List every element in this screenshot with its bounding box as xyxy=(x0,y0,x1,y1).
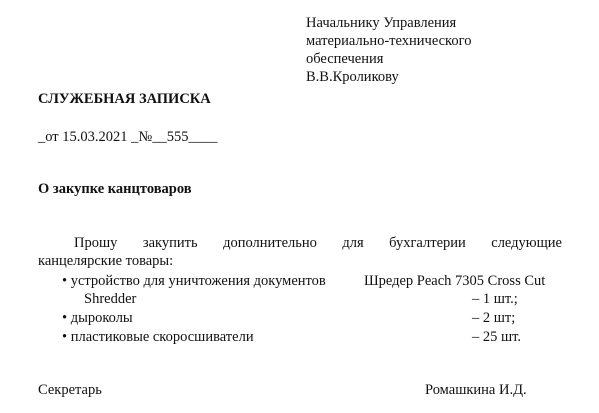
list-item-quantity: – 25 шт. xyxy=(472,329,522,345)
bullet-icon: • xyxy=(62,329,68,345)
bullet-icon: • xyxy=(62,273,68,289)
addressee-block xyxy=(306,14,471,86)
list-item xyxy=(62,309,133,327)
document-subject: О закупке канцтоваров xyxy=(38,181,192,197)
addressee-line: Начальнику Управления xyxy=(306,15,457,31)
bullet-icon: • xyxy=(62,310,68,326)
list-item-model: Шредер Peach 7305 Cross Cut xyxy=(364,273,546,289)
list-item-text: устройство для уничтожения документов xyxy=(70,273,326,289)
list-item-text: пластиковые скоросшиватели xyxy=(70,329,254,345)
addressee-line: материально-технического xyxy=(306,33,472,49)
document-title: СЛУЖЕБНАЯ ЗАПИСКА xyxy=(38,91,211,107)
request-text-line-1: Прошу закупить дополнительно для бухгалтерии следующие xyxy=(74,235,562,251)
addressee-line: В.В.Кроликову xyxy=(306,69,399,85)
signatory-position: Секретарь xyxy=(38,382,102,398)
list-item xyxy=(62,272,326,290)
document-date-number: _от 15.03.2021 _№__555____ xyxy=(38,129,218,145)
request-text-line-2: канцелярские товары: xyxy=(38,253,174,269)
list-item-quantity: – 1 шт.; xyxy=(472,291,518,307)
signatory-name: Ромашкина И.Д. xyxy=(425,382,527,398)
list-item-continuation: Shredder xyxy=(84,291,137,307)
list-item xyxy=(62,328,254,346)
list-item-text: дыроколы xyxy=(70,310,133,326)
addressee-line: обеспечения xyxy=(306,51,384,67)
list-item-quantity: – 2 шт; xyxy=(472,310,516,326)
